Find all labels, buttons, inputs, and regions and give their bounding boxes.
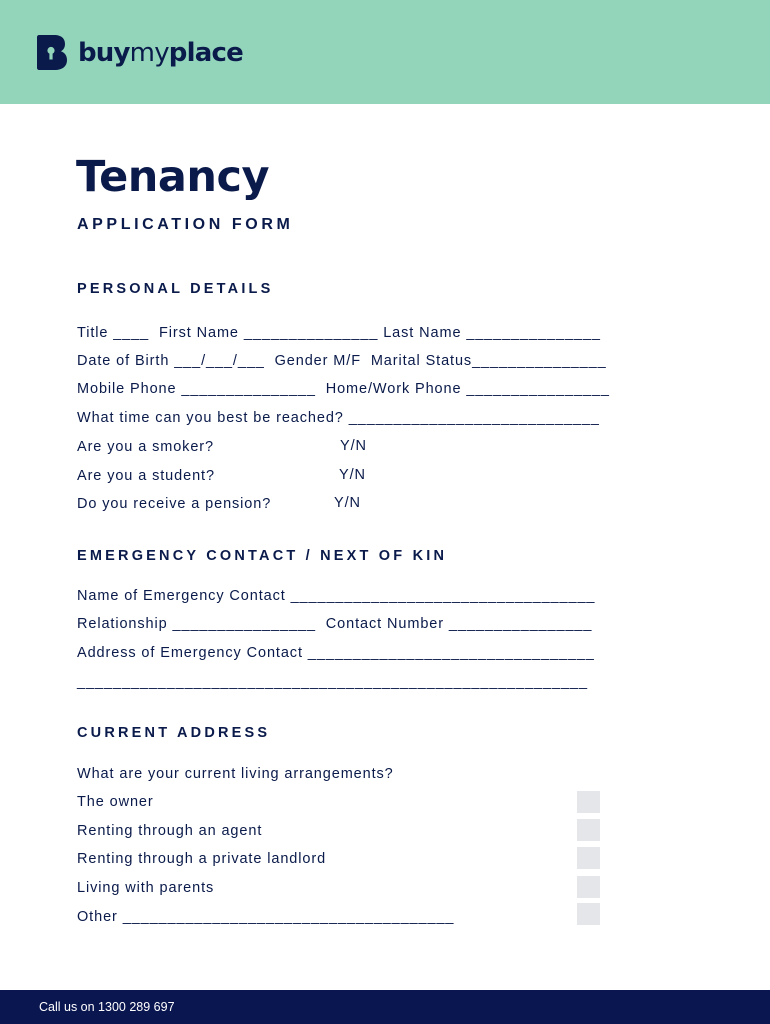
option-owner-checkbox[interactable] (577, 791, 600, 813)
page-title: Tenancy (76, 152, 270, 202)
best-time-line[interactable]: What time can you best be reached? ____________________________ (77, 410, 600, 426)
brand-logo[interactable] (37, 35, 243, 70)
personal-details-heading: PERSONAL DETAILS (77, 281, 274, 297)
option-parents-checkbox[interactable] (577, 876, 600, 898)
option-other-label[interactable]: Other _____________________________________ (77, 909, 455, 925)
smoker-question: Are you a smoker? (77, 439, 214, 455)
current-address-heading: CURRENT ADDRESS (77, 725, 271, 741)
emergency-contact-heading: EMERGENCY CONTACT / NEXT OF KIN (77, 548, 448, 564)
relationship-contact-line[interactable]: Relationship ________________ Contact Number ________________ (77, 616, 593, 632)
header-banner (0, 0, 770, 104)
footer-bar (0, 990, 770, 1024)
page-subtitle: APPLICATION FORM (77, 216, 294, 233)
emergency-name-line[interactable]: Name of Emergency Contact __________________________________ (77, 588, 596, 604)
emergency-address-line-2[interactable]: _________________________________________________________ (77, 674, 588, 690)
option-owner-label: The owner (77, 794, 154, 810)
name-fields-line[interactable]: Title ____ First Name _______________ Last Name _______________ (77, 325, 601, 341)
pension-question: Do you receive a pension? (77, 496, 272, 512)
option-private-landlord-label: Renting through a private landlord (77, 851, 327, 867)
option-agent-checkbox[interactable] (577, 819, 600, 841)
student-question: Are you a student? (77, 468, 215, 484)
logo-mark-icon (37, 35, 67, 70)
brand-name: buymyplace (78, 37, 243, 68)
option-other-checkbox[interactable] (577, 903, 600, 925)
option-agent-label: Renting through an agent (77, 823, 263, 839)
option-private-landlord-checkbox[interactable] (577, 847, 600, 869)
option-parents-label: Living with parents (77, 880, 215, 896)
emergency-address-line[interactable]: Address of Emergency Contact ________________________________ (77, 645, 595, 661)
dob-gender-marital-line[interactable]: Date of Birth ___/___/___ Gender M/F Marital Status_______________ (77, 353, 607, 369)
student-yn[interactable]: Y/N (339, 467, 366, 483)
living-arrangements-question: What are your current living arrangements? (77, 766, 394, 782)
phone-fields-line[interactable]: Mobile Phone _______________ Home/Work Phone ________________ (77, 381, 610, 397)
pension-yn[interactable]: Y/N (334, 495, 361, 511)
footer-phone-text[interactable]: Call us on 1300 289 697 (39, 1000, 175, 1014)
smoker-yn[interactable]: Y/N (340, 438, 367, 454)
